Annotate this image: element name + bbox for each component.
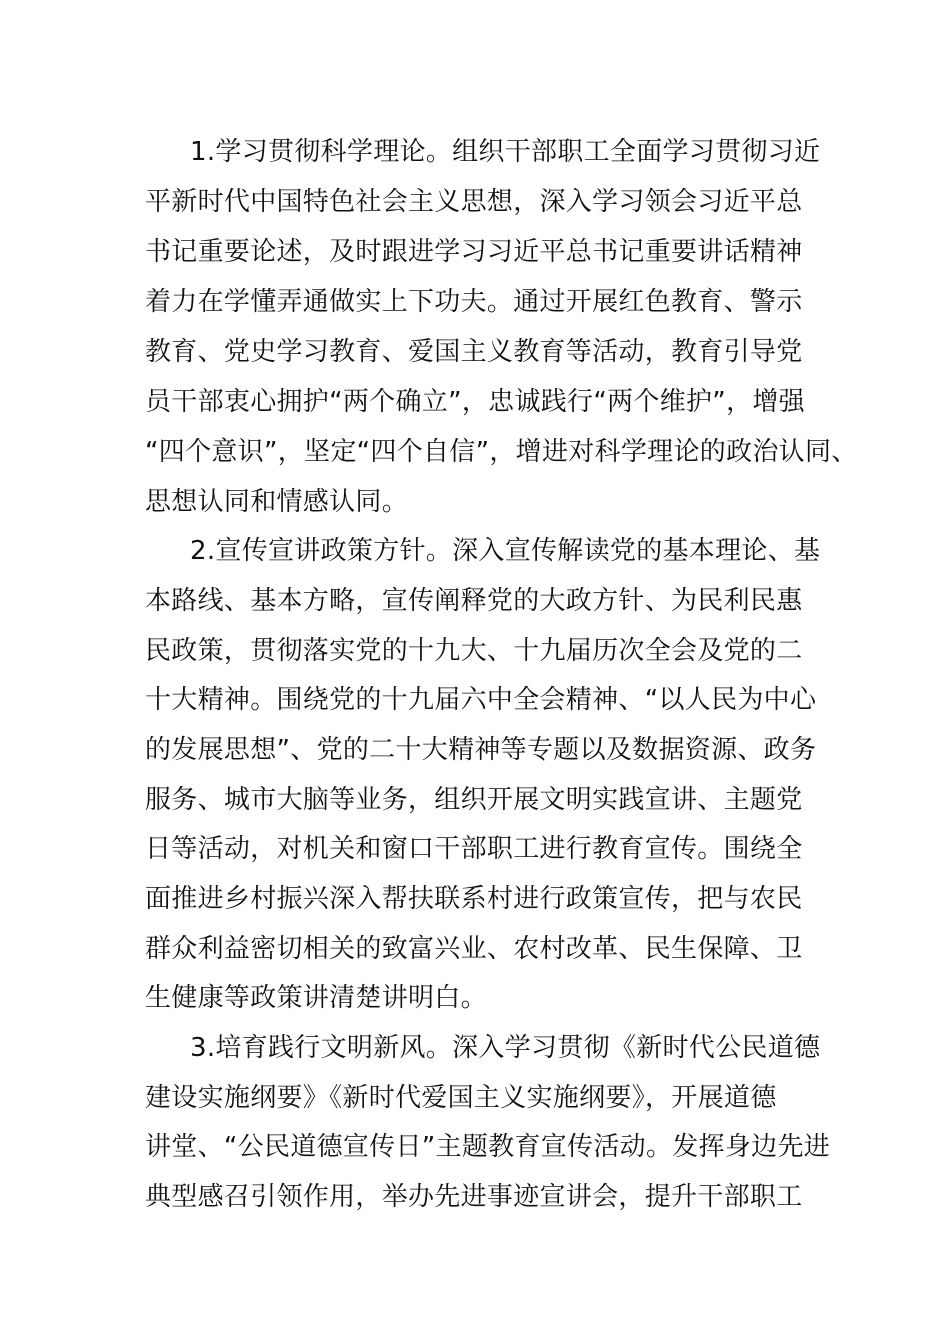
paragraph-1-line-8: 思想认同和情感认同。 — [145, 487, 409, 517]
paragraph-1-line-6: 员干部衷心拥护“两个确立”，忠诚践行“两个维护”，增强 — [145, 387, 805, 417]
paragraph-2-line-4: 十大精神。围绕党的十九届六中全会精神、“以人民为中心 — [145, 685, 817, 715]
paragraph-2-line-5: 的发展思想”、党的二十大精神等专题以及数据资源、政务 — [145, 735, 817, 765]
paragraph-1-line-4: 着力在学懂弄通做实上下功夫。通过开展红色教育、警示 — [145, 287, 803, 317]
paragraph-3-line-1: 3.培育践行文明新风。深入学习贯彻《新时代公民道德 — [190, 1033, 821, 1063]
paragraph-3-line-3: 讲堂、“公民道德宣传日”主题教育宣传活动。发挥身边先进 — [145, 1132, 831, 1162]
paragraph-2-line-10: 生健康等政策讲清楚讲明白。 — [145, 983, 487, 1013]
paragraph-2-line-3: 民政策，贯彻落实党的十九大、十九届历次全会及党的二 — [145, 636, 803, 666]
paragraph-2-line-7: 日等活动，对机关和窗口干部职工进行教育宣传。围绕全 — [145, 834, 803, 864]
paragraph-3-line-4: 典型感召引领作用，举办先进事迹宣讲会，提升干部职工 — [145, 1182, 803, 1212]
paragraph-1-line-7: “四个意识”，坚定“四个自信”，增进对科学理论的政治认同、 — [145, 437, 858, 467]
paragraph-2-line-8: 面推进乡村振兴深入帮扶联系村进行政策宣传，把与农民 — [145, 884, 803, 914]
paragraph-1-line-1: 1.学习贯彻科学理论。组织干部职工全面学习贯彻习近 — [190, 137, 821, 167]
paragraph-2-line-1: 2.宣传宣讲政策方针。深入宣传解读党的基本理论、基 — [190, 536, 821, 566]
paragraph-3-line-2: 建设实施纲要》《新时代爱国主义实施纲要》，开展道德 — [145, 1083, 777, 1113]
paragraph-2-line-6: 服务、城市大脑等业务，组织开展文明实践宣讲、主题党 — [145, 785, 803, 815]
paragraph-2-line-2: 本路线、基本方略，宣传阐释党的大政方针、为民利民惠 — [145, 586, 803, 616]
paragraph-1-line-5: 教育、党史学习教育、爱国主义教育等活动，教育引导党 — [145, 337, 803, 367]
paragraph-1-line-3: 书记重要论述，及时跟进学习习近平总书记重要讲话精神 — [145, 237, 803, 267]
paragraph-1-line-2: 平新时代中国特色社会主义思想，深入学习领会习近平总 — [145, 187, 803, 217]
paragraph-2-line-9: 群众利益密切相关的致富兴业、农村改革、民生保障、卫 — [145, 934, 803, 964]
